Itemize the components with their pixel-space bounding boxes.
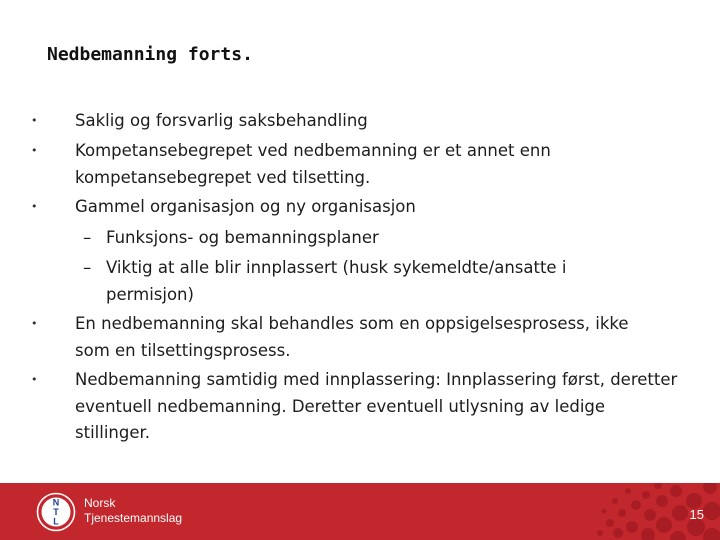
bullet-text: Nedbemanning samtidig med innplassering: Innplassering først, deretter eventuell nedbemanning. Deretter eventuell utlysning av ledige stillinger.: [75, 370, 678, 442]
bullet-text: Gammel organisasjon og ny organisasjon: [75, 197, 416, 216]
sub-bullet-text: Viktig at alle blir innplassert (husk sykemeldte/ansatte i permisjon): [106, 258, 567, 304]
organization-name: [84, 496, 182, 526]
bullet-item: [31, 311, 655, 364]
sub-bullet-item: [83, 225, 676, 252]
organization-name-line1: Norsk: [84, 496, 116, 510]
sub-bullet-text: Funksjons- og bemanningsplaner: [106, 228, 379, 247]
bullet-text: En nedbemanning skal behandles som en oppsigelsesprosess, ikke som en tilsettingsprosess.: [75, 314, 629, 360]
bullet-marker: •: [31, 144, 38, 157]
svg-text:N: N: [52, 497, 60, 508]
bullet-item: [31, 367, 685, 447]
bullet-marker: •: [31, 200, 38, 213]
svg-text:L: L: [53, 516, 59, 527]
page-number: 15: [689, 507, 704, 522]
sub-bullet-item: [83, 255, 636, 308]
footer-bar: [0, 483, 720, 540]
bullet-item: [31, 194, 690, 221]
bullet-item: [31, 108, 690, 135]
ntl-logo-icon: [36, 492, 76, 532]
bullet-text: Kompetansebegrepet ved nedbemanning er et annet enn kompetansebegrepet ved tilsetting.: [75, 141, 551, 187]
slide-title: Nedbemanning forts.: [47, 44, 253, 65]
bullet-marker: •: [31, 114, 38, 127]
bullet-marker: •: [31, 317, 38, 330]
bullet-item: [31, 138, 615, 191]
sub-bullet-marker: –: [83, 258, 92, 277]
sub-bullet-marker: –: [83, 228, 92, 247]
bullet-text: Saklig og forsvarlig saksbehandling: [75, 111, 368, 130]
bullet-marker: •: [31, 373, 38, 386]
organization-name-line2: Tjenestemannslag: [84, 511, 183, 525]
svg-text:T: T: [53, 507, 59, 517]
